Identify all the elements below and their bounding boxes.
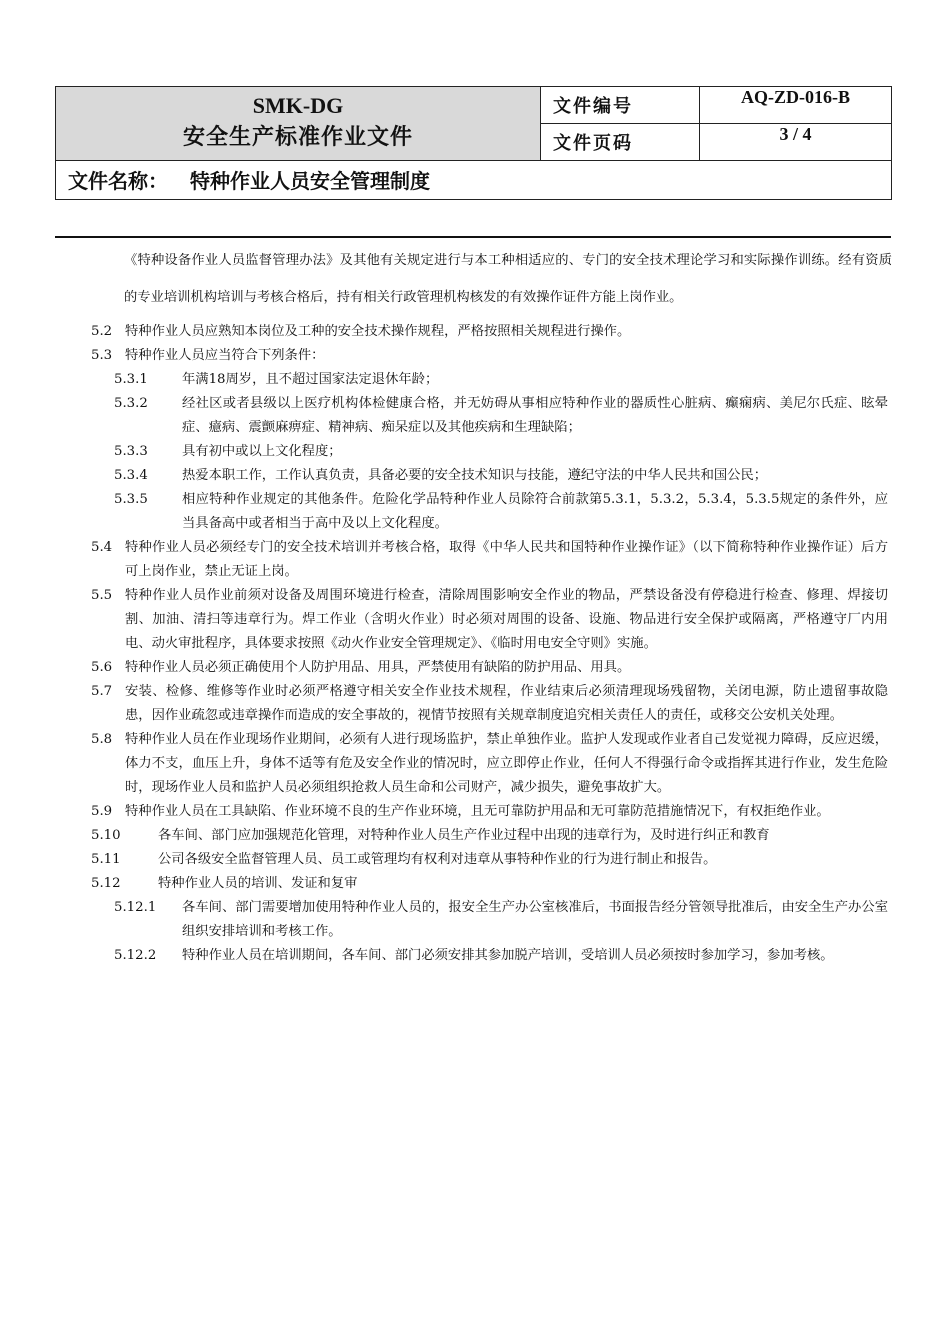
brand-cell <box>56 87 541 161</box>
clause-number: 5.10 <box>91 828 121 843</box>
clause-number: 5.3.3 <box>114 444 148 459</box>
clause-text: 各车间、部门需要增加使用特种作业人员的，报安全生产办公室核准后，书面报告经分管领导批准后，由安全生产办公室组织安排培训和考核工作。 <box>182 900 888 939</box>
clause-5-3-1 <box>0 368 950 392</box>
clause-5-12-1 <box>0 896 950 944</box>
header-table <box>55 86 892 200</box>
page-value: 3 / 4 <box>700 124 892 160</box>
clause-text: 特种作业人员在工具缺陷、作业环境不良的生产作业环境，且无可靠防护用品和无可靠防范措施情况下，有权拒绝作业。 <box>125 804 830 819</box>
doc-title-row <box>56 160 892 199</box>
clause-5-4 <box>0 536 950 584</box>
clause-number: 5.8 <box>91 732 113 747</box>
clause-5-3 <box>0 344 950 368</box>
clause-text: 特种作业人员在作业现场作业期间，必须有人进行现场监护，禁止单独作业。监护人发现或作业者自己发觉视力障碍，反应迟缓，体力不支，血压上升，身体不适等有危及安全作业的情况时，应立即停止作业，任何人不得强行命令或指挥其进行作业，发生危险时，现场作业人员和监护人员必须组织抢救人员生命和公司财产，减少损失，避免事故扩大。 <box>125 732 888 795</box>
intro-paragraph: 《特种设备作业人员监督管理办法》及其他有关规定进行与本工种相适应的、专门的安全技术理论学习和实际操作训练。经有资质的专业培训机构培训与考核合格后，持有相关行政管理机构核发的有效操作证件方能上岗作业。 <box>124 253 892 305</box>
clause-5-3-2 <box>0 392 950 440</box>
clause-number: 5.12.1 <box>114 900 157 915</box>
clause-5-5 <box>0 584 950 656</box>
clause-number: 5.3.1 <box>114 372 148 387</box>
clause-number: 5.3.2 <box>114 396 148 411</box>
clause-number: 5.6 <box>91 660 113 675</box>
doc-title-label: 文件名称： <box>68 169 168 194</box>
clause-5-12-2 <box>0 944 950 968</box>
clause-number: 5.3.4 <box>114 468 148 483</box>
clause-number: 5.12.2 <box>114 948 157 963</box>
clause-text: 特种作业人员在培训期间，各车间、部门必须安排其参加脱产培训，受培训人员必须按时参加学习，参加考核。 <box>182 948 834 963</box>
clause-5-8 <box>0 728 950 800</box>
clause-number: 5.11 <box>91 852 121 867</box>
clause-5-12 <box>0 872 950 896</box>
clause-text: 安装、检修、维修等作业时必须严格遵守相关安全作业技术规程，作业结束后必须清理现场残留物，关闭电源，防止遗留事故隐患，因作业疏忽或违章操作而造成的安全事故的，视情节按照有关规章制度追究相关责任人的责任，或移交公安机关处理。 <box>125 684 888 723</box>
doc-no-value: AQ-ZD-016-B <box>700 87 892 124</box>
clause-number: 5.3 <box>91 348 113 363</box>
clause-text: 具有初中或以上文化程度； <box>182 444 342 459</box>
doc-no-label: 文件编号 <box>541 87 700 124</box>
document-body <box>0 242 950 968</box>
clause-number: 5.4 <box>91 540 113 555</box>
clause-text: 特种作业人员必须经专门的安全技术培训并考核合格，取得《中华人民共和国特种作业操作证》（以下简称特种作业操作证）后方可上岗作业，禁止无证上岗。 <box>125 540 888 579</box>
clause-5-6 <box>0 656 950 680</box>
clause-5-7 <box>0 680 950 728</box>
page-label: 文件页码 <box>541 124 700 160</box>
clause-number: 5.2 <box>91 324 113 339</box>
doc-title: 特种作业人员安全管理制度 <box>190 169 430 194</box>
clause-5-11 <box>0 848 950 872</box>
clause-5-3-5 <box>0 488 950 536</box>
clause-text: 年满18周岁，且不超过国家法定退休年龄； <box>182 372 439 387</box>
clause-text: 相应特种作业规定的其他条件。危险化学品特种作业人员除符合前款第5.3.1，5.3.2，5.3.4，5.3.5规定的条件外，应当具备高中或者相当于高中及以上文化程度。 <box>182 492 888 531</box>
clause-text: 特种作业人员必须正确使用个人防护用品、用具，严禁使用有缺陷的防护用品、用具。 <box>125 660 631 675</box>
clause-5-3-3 <box>0 440 950 464</box>
clause-text: 特种作业人员作业前须对设备及周围环境进行检查，清除周围影响安全作业的物品，严禁设备没有停稳进行检查、修理、焊接切割、加油、清扫等违章行为。焊工作业（含明火作业）时必须对周围的设备、设施、物品进行安全保护或隔离，严格遵守厂内用电、动火审批程序，具体要求按照《动火作业安全管理规定》、《临时用电安全守则》实施。 <box>125 588 888 651</box>
clause-number: 5.12 <box>91 876 121 891</box>
clause-number: 5.7 <box>91 684 113 699</box>
clause-5-10 <box>0 824 950 848</box>
clause-text: 经社区或者县级以上医疗机构体检健康合格，并无妨碍从事相应特种作业的器质性心脏病、癫痫病、美尼尔氏症、眩晕症、癔病、震颤麻痹症、精神病、痴呆症以及其他疾病和生理缺陷； <box>182 396 888 435</box>
clause-text: 特种作业人员应当符合下列条件： <box>125 348 325 363</box>
clause-text: 各车间、部门应加强规范化管理，对特种作业人员生产作业过程中出现的违章行为，及时进行纠正和教育 <box>158 828 770 843</box>
clause-text: 特种作业人员的培训、发证和复审 <box>158 876 358 891</box>
doc-category: 安全生产标准作业文件 <box>182 125 413 151</box>
clause-5-9 <box>0 800 950 824</box>
clause-text: 公司各级安全监督管理人员、员工或管理均有权利对违章从事特种作业的行为进行制止和报告。 <box>158 852 717 867</box>
clause-text: 热爱本职工作，工作认真负责，具备必要的安全技术知识与技能，遵纪守法的中华人民共和国公民； <box>182 468 768 483</box>
clause-number: 5.5 <box>91 588 113 603</box>
clause-5-2 <box>0 320 950 344</box>
clause-text: 特种作业人员应熟知本岗位及工种的安全技术操作规程，严格按照相关规程进行操作。 <box>125 324 631 339</box>
company-name: SMK-DG <box>252 93 344 119</box>
clause-number: 5.9 <box>91 804 113 819</box>
clause-5-3-4 <box>0 464 950 488</box>
header-divider <box>55 236 891 238</box>
clause-number: 5.3.5 <box>114 492 148 507</box>
